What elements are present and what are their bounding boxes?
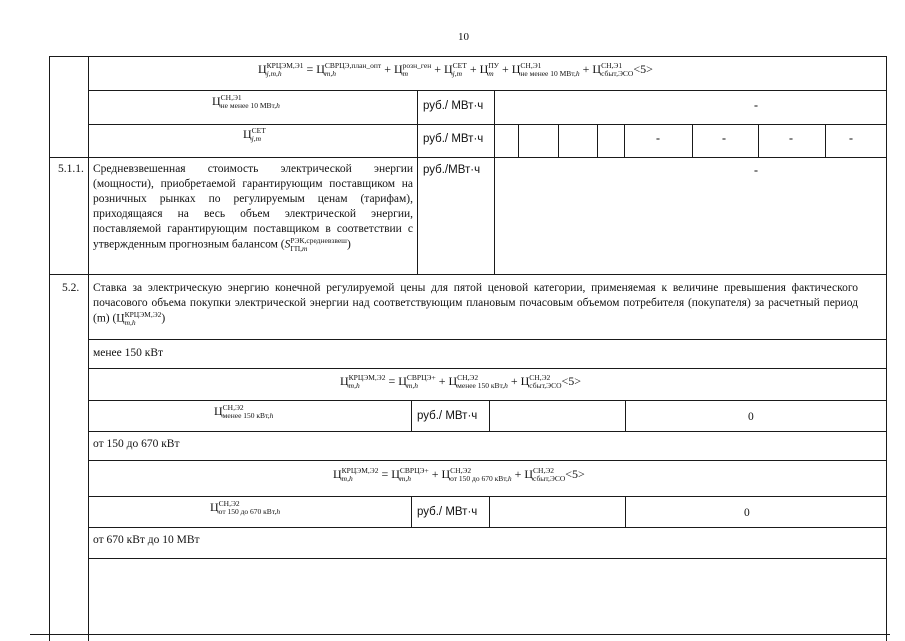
row-sn-e1-value: - bbox=[754, 98, 758, 112]
row-sn-e1-unit: руб./ МВт·ч bbox=[423, 100, 484, 112]
band-1-formula: Ц КРЦЭМ,Э2 m,h = Ц СВРЦЭ+ m,h + Ц СН,Э2 менее 150 кВт,h + Ц СН,Э2 сбыт,ЭСО <5> bbox=[340, 373, 582, 391]
band-2-value: 0 bbox=[744, 507, 750, 519]
item-511-unit: руб./МВт·ч bbox=[423, 164, 481, 176]
band-1-unit: руб./ МВт·ч bbox=[417, 410, 478, 422]
item-52-number: 5.2. bbox=[62, 282, 80, 294]
row-set-label: Ц СЕТ j,m bbox=[243, 126, 266, 144]
item-511-number: 5.1.1. bbox=[58, 163, 84, 175]
band-2-label: от 150 до 670 кВт bbox=[93, 438, 180, 450]
item-511-value: - bbox=[754, 163, 758, 177]
formula-e1: Ц КРЦЭМ,Э1 j,m,h = Ц СВРЦЭ,план_опт m,h + Ц розн_ген m + Ц СЕТ j,m + Ц ПУ m + Ц СН,Э1 не менее 10 МВт,h + Ц СН,Э1 сбыт,ЭСО <5> bbox=[258, 61, 653, 79]
band-2-unit: руб./ МВт·ч bbox=[417, 506, 478, 518]
band-2-formula: Ц КРЦЭМ,Э2 m,h = Ц СВРЦЭ+ m,h + Ц СН,Э2 от 150 до 670 кВт,h + Ц СН,Э2 сбыт,ЭСО <5> bbox=[333, 466, 585, 484]
row-set-unit: руб./ МВт·ч bbox=[423, 133, 484, 145]
band-1-value: 0 bbox=[748, 411, 754, 423]
row-set-value: - bbox=[656, 131, 660, 145]
page-number: 10 bbox=[458, 31, 469, 43]
row-set-value: - bbox=[722, 131, 726, 145]
band-3-label: от 670 кВт до 10 МВт bbox=[93, 534, 200, 546]
item-52-text: Ставка за электрическую энергию конечной регулируемой цены для пятой ценовой категории, применяемая к величине превышения фактического почасового объема покупки электрической энергии над соответствующим плановым почасовым объемом потребителя (покупателя) за расчетный период (m) (Ц КРЦЭМ,Э2 m,h ) bbox=[93, 282, 858, 327]
row-sn-e1-label: Ц СН,Э1 не менее 10 МВт,h bbox=[212, 93, 280, 111]
item-511-text: Средневзвешенная стоимость электрической энергии (мощности), приобретаемой гарантирующим поставщиком на розничных рынках по регулируемым ценам (тарифам), приходящаяся на весь объем электрической энергии, поставляемой гарантирующим поставщиком в соответствии с утвержденным прогнозным балансом (S РЭК,средневзвеш ГП,m ) bbox=[93, 163, 413, 253]
band-1-label: менее 150 кВт bbox=[93, 347, 164, 359]
band-1-row-label: Ц СН,Э2 менее 150 кВт,h bbox=[214, 403, 274, 421]
band-2-row-label: Ц СН,Э2 от 150 до 670 кВт,h bbox=[210, 499, 281, 517]
row-set-value: - bbox=[849, 131, 853, 145]
row-set-value: - bbox=[789, 131, 793, 145]
